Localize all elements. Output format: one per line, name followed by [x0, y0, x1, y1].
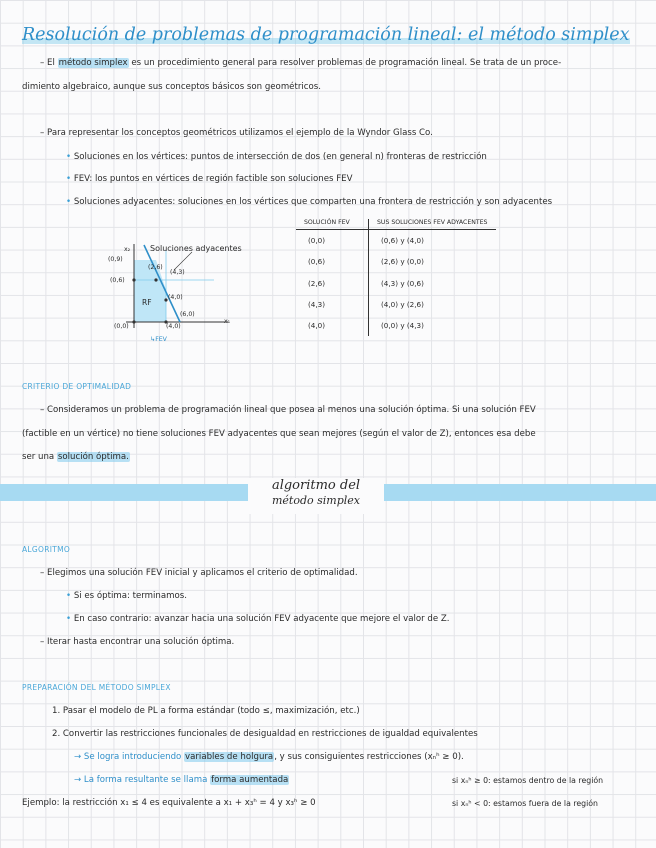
algorithm-step-iterate: – Iterar hasta encontrar una solución óptima.: [40, 637, 235, 647]
table-row: (4,0) (0,0) y (4,3): [296, 315, 496, 336]
algorithm-step-otherwise: • En caso contrario: avanzar hacia una solución FEV adyacente que mejore el valor de Z.: [66, 614, 450, 624]
intro-line-2: dimiento algebraico, aunque sus conceptos básicos son geométricos.: [22, 82, 321, 92]
graph-point-4-0: (4,0): [168, 294, 183, 301]
prep-arrow-augmented: → La forma resultante se llama forma aumentada: [74, 775, 289, 785]
graph-axis-x2: x₂: [124, 246, 131, 253]
graph-point-4-3: (4,3): [170, 269, 185, 276]
graph-point-0-0: (0,0): [114, 323, 129, 330]
table-row: (4,3) (4,0) y (2,6): [296, 294, 496, 315]
prep-step-1: 1. Pasar el modelo de PL a forma estándar (todo ≤, maximización, etc.): [52, 706, 360, 716]
note-outside-region: si xₙʰ < 0: estamos fuera de la región: [452, 799, 598, 808]
algorithm-step-optimal: • Si es óptima: terminamos.: [66, 591, 187, 601]
fev-adjacency-table: [296, 219, 496, 336]
table-row: (0,6) (2,6) y (0,0): [296, 251, 496, 272]
heading-optimality: CRITERIO DE OPTIMALIDAD: [22, 382, 132, 391]
graph-label-fev: ↳FEV: [150, 336, 167, 343]
graph-label-rf: RF: [142, 298, 152, 307]
graph-point-6-0: (6,0): [180, 311, 195, 318]
heading-algorithm: ALGORITMO: [22, 545, 71, 554]
optimal-solution-highlight: solución óptima.: [57, 452, 129, 462]
prep-example: Ejemplo: la restricción x₁ ≤ 4 es equivalente a x₁ + x₃ʰ = 4 y x₃ʰ ≥ 0: [22, 798, 316, 808]
prep-step-2: 2. Convertir las restricciones funcionales de desigualdad en restricciones de igualdad equivalentes: [52, 729, 478, 739]
bullet-fev: • FEV: los puntos en vértices de región factible son soluciones FEV: [66, 174, 353, 184]
heading-preparation: PREPARACIÓN DEL MÉTODO SIMPLEX: [22, 683, 171, 692]
bullet-adjacent-solutions: • Soluciones adyacentes: soluciones en los vértices que comparten una frontera de restricción y son adyacentes: [66, 197, 553, 207]
prep-arrow-slack-vars: → Se logra introduciendo variables de holgura, y sus consiguientes restricciones (xₙʰ ≥ 0).: [74, 752, 464, 762]
intro-line-1-end: es un procedimiento general para resolver problemas de programación lineal. Se trata de un proce-: [128, 58, 562, 68]
banner-line-1: algoritmo del: [271, 478, 361, 493]
bullet-vertex-solutions: • Soluciones en los vértices: puntos de intersección de dos (en general n) fronteras de restricción: [66, 152, 487, 162]
graph-point-0-6: (0,6): [110, 277, 125, 284]
table-row: (0,0) (0,6) y (4,0): [296, 230, 496, 252]
table-header-fev: SOLUCIÓN FEV: [296, 219, 369, 230]
graph-point-0-9: (0,9): [108, 256, 123, 263]
banner-line-2: método simplex: [271, 494, 360, 507]
note-inside-region: si xₙʰ ≥ 0: estamos dentro de la región: [452, 776, 604, 785]
slack-variables-highlight: variables de holgura: [185, 752, 274, 762]
intro-highlight-metodo-simplex: método simplex: [58, 58, 128, 68]
optimality-line-3: ser una solución óptima.: [22, 452, 129, 462]
algorithm-step-1: – Elegimos una solución FEV inicial y aplicamos el criterio de optimalidad.: [40, 568, 358, 578]
concepts-intro: – Para representar los conceptos geométricos utilizamos el ejemplo de la Wyndor Glass Co.: [40, 128, 433, 138]
intro-line-1: [40, 58, 561, 69]
optimality-line-2: (factible en un vértice) no tiene soluciones FEV adyacentes que sean mejores (según el valor de Z), entonces esa debe: [22, 429, 536, 439]
page-title: Resolución de problemas de programación lineal: el método simplex: [22, 25, 630, 45]
optimality-line-1: – Consideramos un problema de programación lineal que posea al menos una solución óptima. Si una solución FEV: [40, 405, 536, 415]
augmented-form-highlight: forma aumentada: [211, 775, 289, 785]
table-row: (2,6) (4,3) y (0,6): [296, 273, 496, 294]
graph-point-4-0-axis: (4,0): [166, 323, 181, 330]
table-header-adjacent: SUS SOLUCIONES FEV ADYACENTES: [369, 219, 496, 230]
banner-title: [248, 478, 384, 514]
intro-line-1-start: – El: [40, 58, 58, 68]
graph-caption: Soluciones adyacentes: [150, 244, 242, 253]
graph-axis-x1: x₁: [224, 318, 231, 325]
graph-point-2-6: (2,6): [148, 264, 163, 271]
